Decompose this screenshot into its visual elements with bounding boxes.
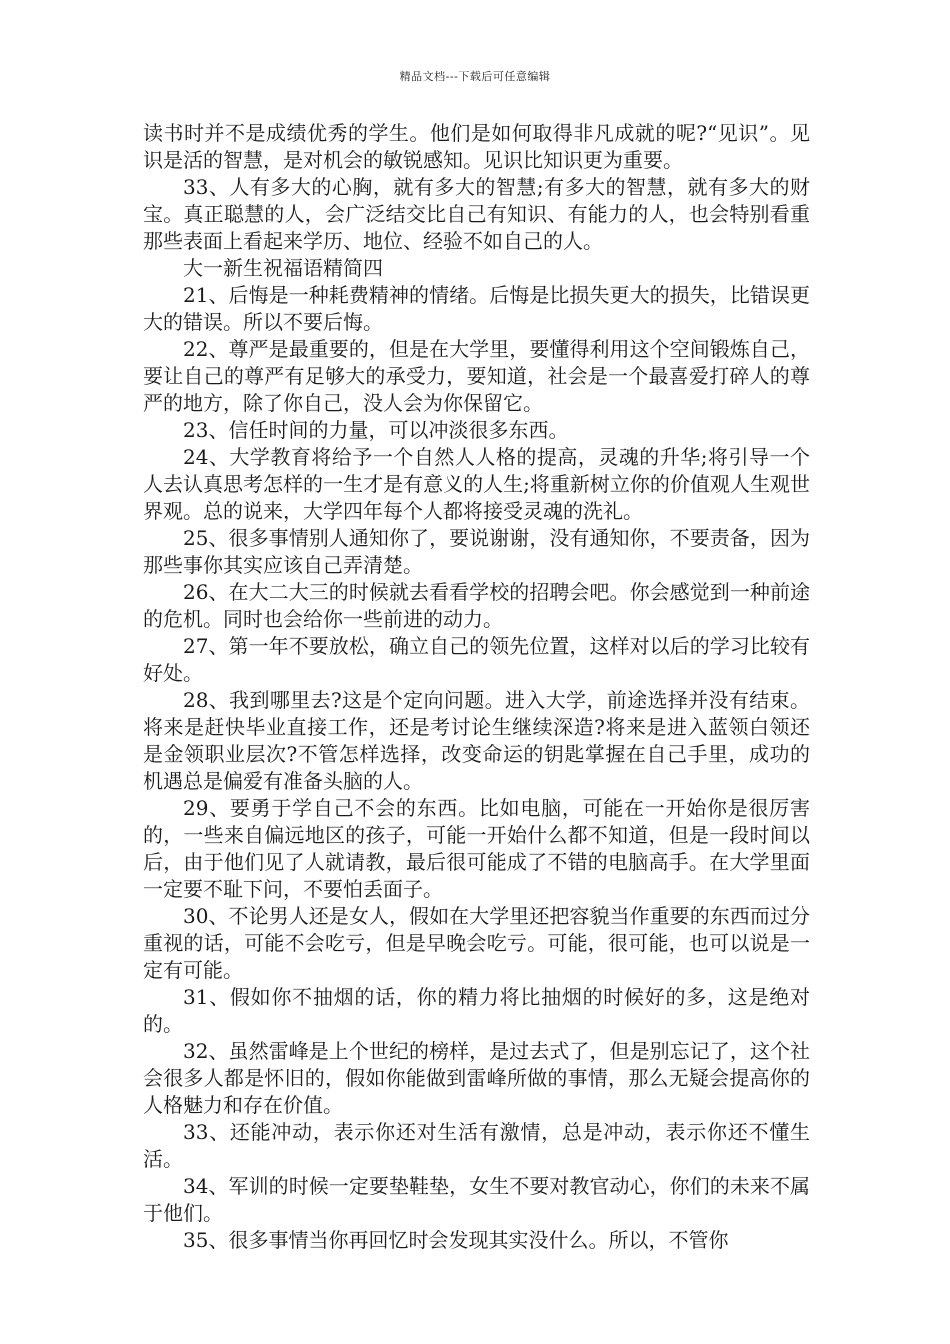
paragraph: 35、很多事情当你再回忆时会发现其实没什么。所以，不管你 — [183, 1228, 729, 1252]
paragraph: 34、军训的时候一定要垫鞋垫，女生不要对教官动心，你们的未来不属于他们。 — [143, 1174, 810, 1225]
paragraph: 29、要勇于学自己不会的东西。比如电脑，可能在一开始你是很厉害的，一些来自偏远地区的孩子，可能一开始什么都不知道，但是一段时间以后，由于他们见了人就请教，最后很可能成了不错的电脑高手。在大学里面一定要不耻下问，不要怕丢面子。 — [143, 796, 810, 901]
paragraph: 32、虽然雷峰是上个世纪的榜样，是过去式了，但是别忘记了，这个社会很多人都是怀旧的，假如你能做到雷峰所做的事情，那么无疑会提高你的人格魅力和存在价值。 — [143, 1039, 810, 1117]
paragraph: 21、后悔是一种耗费精神的情绪。后悔是比损失更大的损失，比错误更大的错误。所以不要后悔。 — [143, 283, 810, 334]
paragraph: 23、信任时间的力量，可以冲淡很多东西。 — [183, 418, 569, 442]
section-heading: 大一新生祝福语精简四 — [183, 256, 383, 280]
paragraph: 27、第一年不要放松，确立自己的领先位置，这样对以后的学习比较有好处。 — [143, 634, 810, 685]
paragraph: 33、人有多大的心胸，就有多大的智慧;有多大的智慧，就有多大的财宝。真正聪慧的人，会广泛结交比自己有知识、有能力的人，也会特别看重那些表面上看起来学历、地位、经验不如自己的人。 — [143, 175, 810, 253]
page-header: 精品文档---下载后可任意编辑 — [399, 70, 551, 83]
paragraph: 28、我到哪里去?这是个定向问题。进入大学，前途选择并没有结束。将来是赶快毕业直接工作，还是考讨论生继续深造?将来是进入蓝领白领还是金领职业层次?不管怎样选择，改变命运的钥匙掌握在自己手里，成功的机遇总是偏爱有准备头脑的人。 — [143, 688, 810, 793]
paragraph: 25、很多事情别人通知你了，要说谢谢，没有通知你，不要责备，因为那些事你其实应该自己弄清楚。 — [143, 526, 810, 577]
paragraph: 22、尊严是最重要的，但是在大学里，要懂得利用这个空间锻炼自己，要让自己的尊严有足够大的承受力，要知道，社会是一个最喜爱打碎人的尊严的地方，除了你自己，没人会为你保留它。 — [143, 337, 810, 415]
paragraph: 26、在大二大三的时候就去看看学校的招聘会吧。你会感觉到一种前途的危机。同时也会给你一些前进的动力。 — [143, 580, 810, 631]
paragraph: 31、假如你不抽烟的话，你的精力将比抽烟的时候好的多，这是绝对的。 — [143, 985, 810, 1036]
document-body — [143, 120, 810, 1254]
paragraph: 24、大学教育将给予一个自然人人格的提高，灵魂的升华;将引导一个人去认真思考怎样的一生才是有意义的人生;将重新树立你的价值观人生观世界观。总的说来，大学四年每个人都将接受灵魂的洗礼。 — [143, 445, 810, 523]
paragraph: 读书时并不是成绩优秀的学生。他们是如何取得非凡成就的呢?“见识”。见识是活的智慧，是对机会的敏锐感知。见识比知识更为重要。 — [143, 121, 810, 172]
paragraph: 33、还能冲动，表示你还对生活有激情，总是冲动，表示你还不懂生活。 — [143, 1120, 810, 1171]
paragraph: 30、不论男人还是女人，假如在大学里还把容貌当作重要的东西而过分重视的话，可能不会吃亏，但是早晚会吃亏。可能，很可能，也可以说是一定有可能。 — [143, 904, 810, 982]
